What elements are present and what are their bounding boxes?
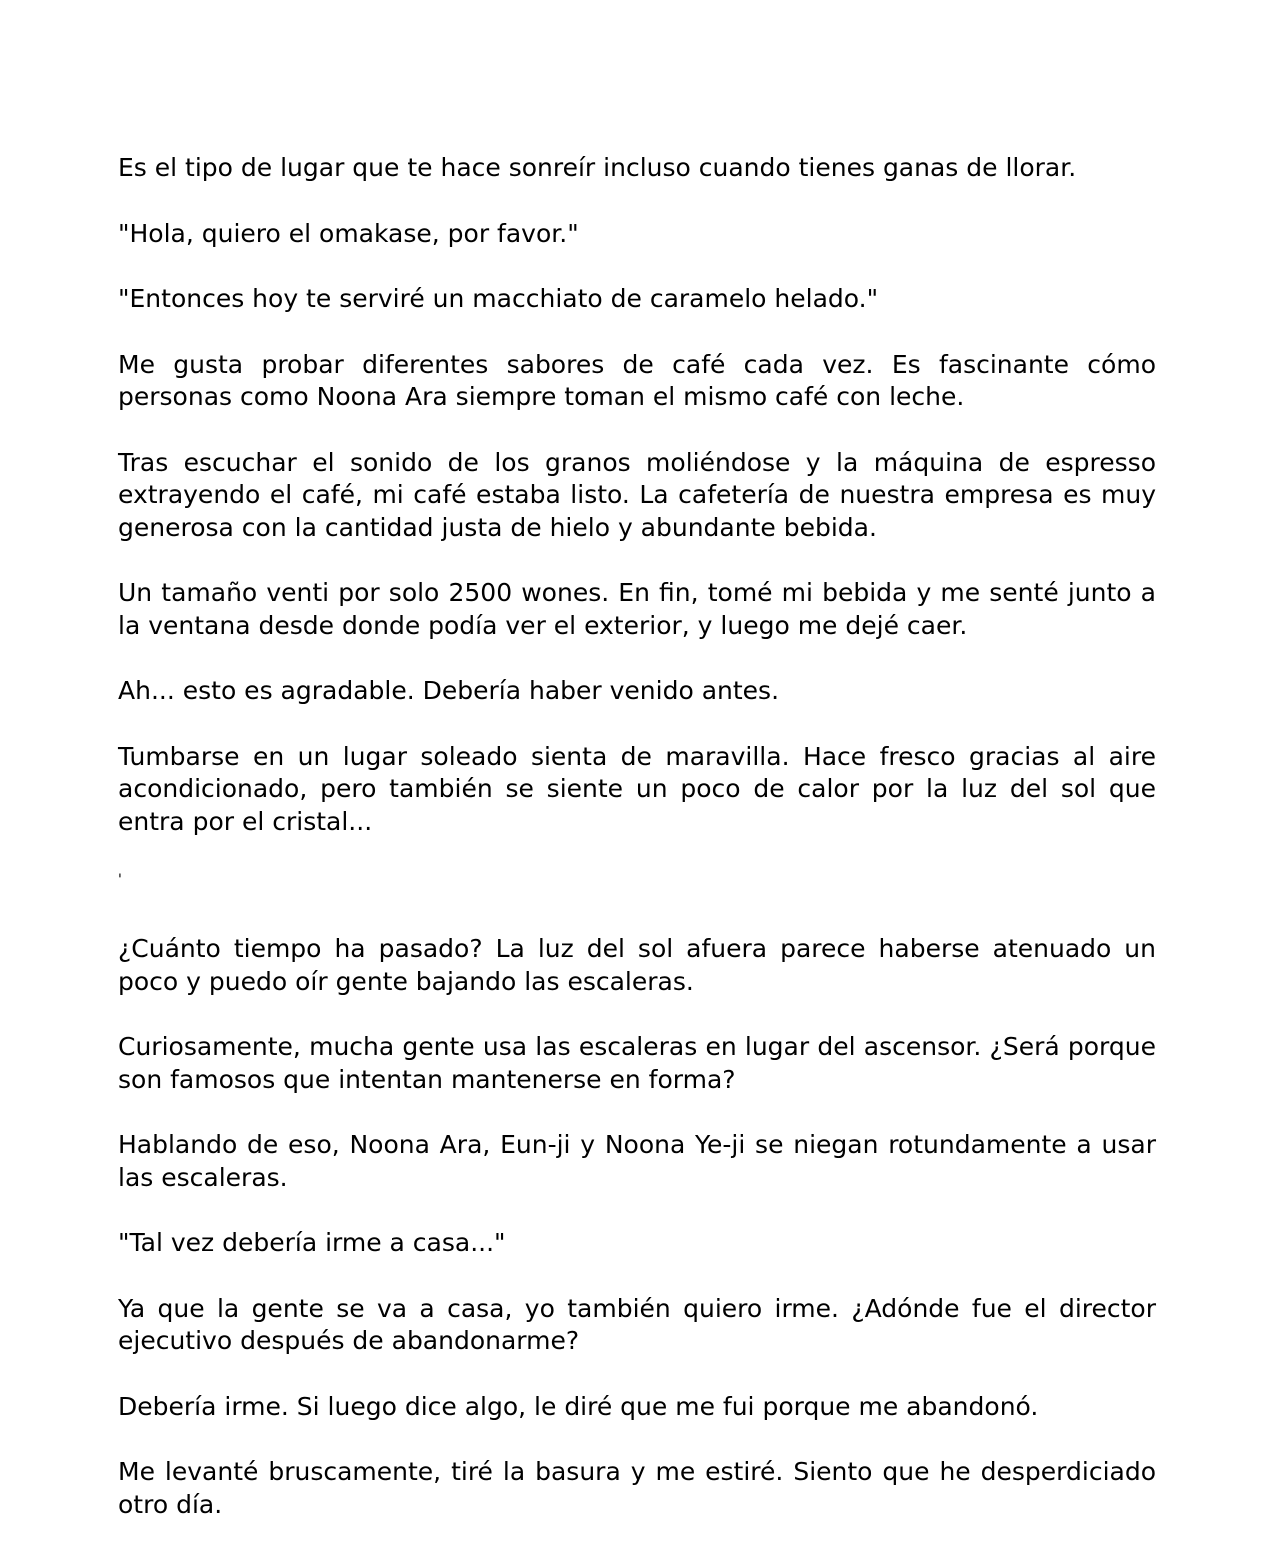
paragraph: "Tal vez debería irme a casa..." [118,1228,506,1257]
paragraph: Curiosamente, mucha gente usa las escaleras en lugar del ascensor. ¿Será porque son famosos que intentan mantenerse en forma? [118,1032,1156,1094]
paragraph: "Entonces hoy te serviré un macchiato de caramelo helado." [118,284,879,313]
paragraph: ¿Cuánto tiempo ha pasado? La luz del sol afuera parece haberse atenuado un poco y puedo oír gente bajando las escaleras. [118,934,1156,996]
document-page [118,152,1156,1554]
paragraph: Ya que la gente se va a casa, yo también quiero irme. ¿Adónde fue el director ejecutivo después de abandonarme? [118,1293,1156,1355]
paragraph: Tras escuchar el sonido de los granos moliéndose y la máquina de espresso extrayendo el café, mi café estaba listo. La cafetería de nuestra empresa es muy generosa con la cantidad justa de hielo y abundante bebida. [118,447,1156,542]
paragraph: Debería irme. Si luego dice algo, le diré que me fui porque me abandonó. [118,1391,1039,1421]
paragraph: Tumbarse en un lugar soleado sienta de maravilla. Hace fresco gracias al aire acondicionado, pero también se siente un poco de calor por la luz del sol que entra por el cristal... [118,741,1156,836]
paragraph: Es el tipo de lugar que te hace sonreír incluso cuando tienes ganas de llorar. [118,153,1077,182]
paragraph: Me levanté bruscamente, tiré la basura y me estiré. Siento que he desperdiciado otro día. [118,1457,1156,1519]
paragraph: Me gusta probar diferentes sabores de café cada vez. Es fascinante cómo personas como Noona Ara siempre toman el mismo café con leche. [118,349,1156,411]
paragraph: Ah... esto es agradable. Debería haber venido antes. [118,676,780,705]
paragraph: Un tamaño venti por solo 2500 wones. En fin, tomé mi bebida y me senté junto a la ventana desde donde podía ver el exterior, y luego me dejé caer. [118,578,1156,640]
section-separator: ' [118,872,122,888]
paragraph: Hablando de eso, Noona Ara, Eun-ji y Noona Ye-ji se niegan rotundamente a usar las escaleras. [118,1130,1156,1192]
paragraph: "Hola, quiero el omakase, por favor." [118,218,579,248]
